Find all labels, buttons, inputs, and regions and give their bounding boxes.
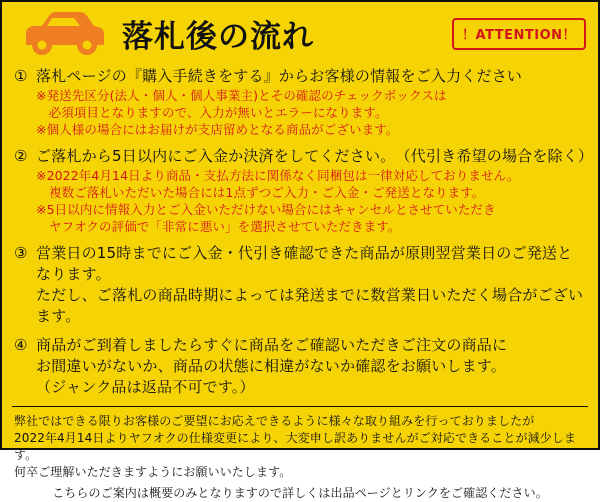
item-text: 商品がご到着しましたらすぐに商品をご確認いただきご注文の商品に: [36, 336, 508, 354]
attention-badge: ！ATTENTION！: [452, 18, 586, 50]
item-note: 必須項目となりますので、入力が無いとエラーになります。: [36, 105, 388, 120]
item-marker: ③: [14, 244, 28, 262]
header: [2, 2, 598, 64]
list-item: [14, 243, 586, 327]
item-subtext: （ジャンク品は返品不可です。）: [36, 378, 255, 396]
car-icon: [16, 7, 108, 59]
item-note: 複数ご落札いただいた場合には1点ずつご入力・ご入金・ご発送となります。: [49, 185, 485, 200]
page-title: 落札後の流れ: [122, 18, 314, 55]
item-text: 落札ページの『購入手続きをする』からお客様の情報をご入力ください: [36, 67, 523, 85]
list-item: [14, 66, 586, 138]
item-marker: ④: [14, 336, 28, 354]
footer-note: [2, 407, 598, 502]
item-text: ご落札から5日以内にご入金か決済をしてください。 （代引き希望の場合を除く）: [36, 147, 594, 165]
list-item: [14, 335, 586, 398]
item-note: ※個人様の場合にはお届けが支店留めとなる商品がございます。: [36, 122, 399, 137]
item-note: ヤフオクの評価で「非常に悪い」を選択させていただきます。: [49, 219, 401, 234]
item-note: ※5日以内に情報入力とご入金いただけない場合にはキャンセルとさせていただき: [36, 202, 496, 217]
steps-list: [2, 64, 598, 398]
footer-line: 何卒ご理解いただきますようにお願いいたします。: [14, 465, 292, 479]
item-marker: ②: [14, 147, 28, 165]
footer-line: 2022年4月14日よりヤフオクの仕様変更により、大変申し訳ありませんがご対応できることが減少します。: [14, 431, 576, 462]
item-subtext: お間違いがないか、商品の状態に相違がないか確認をお願いします。: [36, 357, 507, 375]
footer-bottom-note: こちらのご案内は概要のみとなりますので詳しくは出品ページとリンクをご確認ください。: [52, 486, 548, 500]
footer-line: 弊社ではできる限りお客様のご要望にお応えできるように様々な取り組みを行っておりましたが: [14, 414, 535, 428]
item-note: ※2022年4月14日より商品・支払方法に関係なく同梱包は一律対応しておりません。: [36, 168, 520, 183]
list-item: [14, 146, 594, 235]
item-marker: ①: [14, 67, 28, 85]
item-note: ※発送先区分(法人・個人・個人事業主)とその確認のチェックボックスは: [36, 88, 447, 103]
item-text: 営業日の15時までにご入金・代引き確認できた商品が原則翌営業日のご発送となります。: [36, 244, 573, 283]
item-subtext: ただし、ご落札の商品時期によっては発送までに数営業日いただく場合がございます。: [36, 286, 584, 325]
